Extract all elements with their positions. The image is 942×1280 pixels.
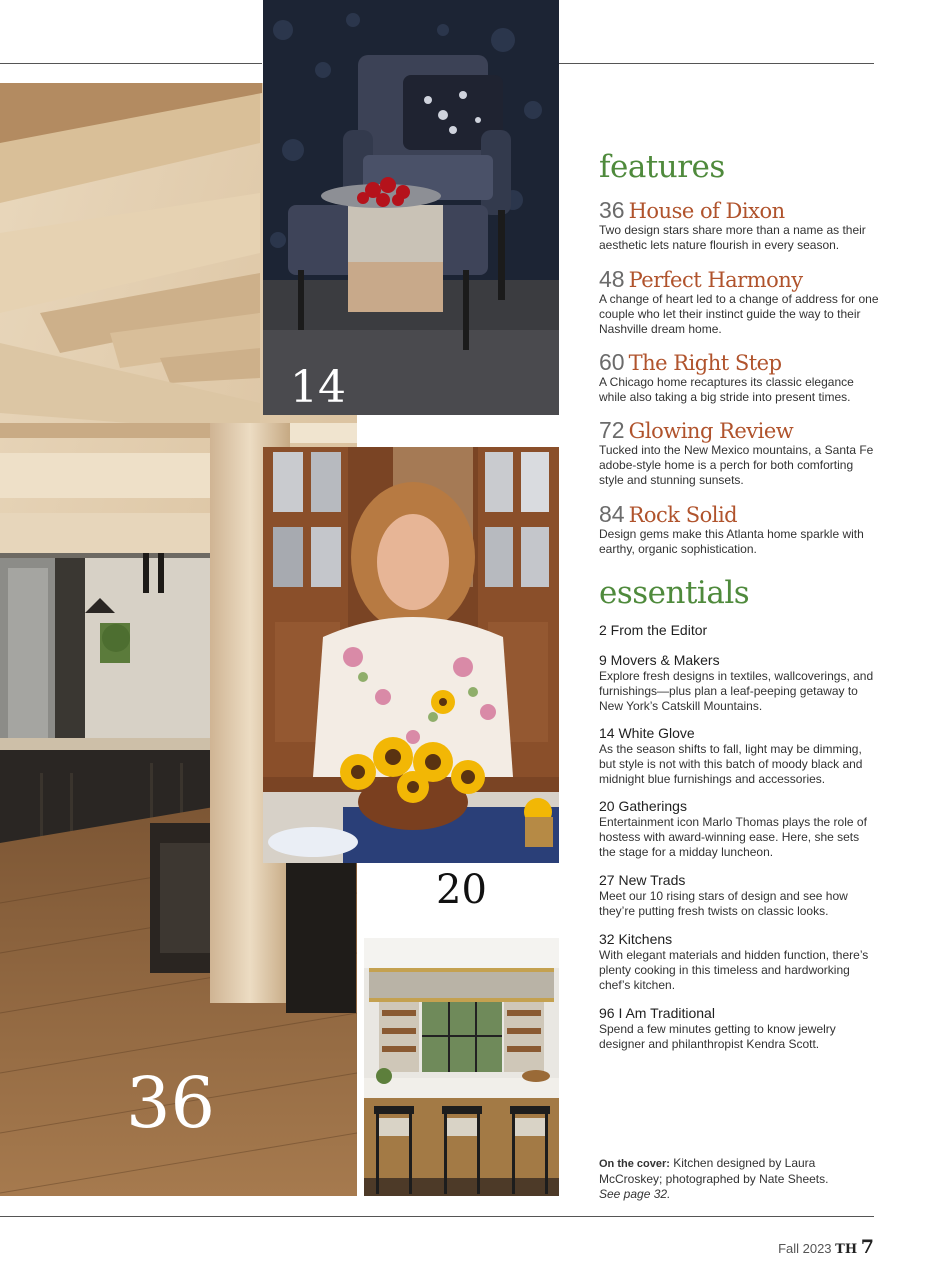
essential-title: 14 White Glove — [599, 725, 695, 741]
essential-description: Spend a few minutes getting to know jewelry designer and philanthropist Kendra Scott. — [599, 1022, 836, 1051]
feature-page-number: 48 — [599, 266, 625, 292]
feature-item[interactable] — [599, 503, 879, 557]
features-heading: features — [599, 149, 725, 185]
feature-title: Perfect Harmony — [628, 268, 803, 292]
feature-item[interactable] — [599, 351, 879, 405]
feature-page-number: 84 — [599, 501, 625, 527]
cover-caption-ref[interactable]: See page 32. — [599, 1186, 671, 1201]
essential-description: Entertainment icon Marlo Thomas plays the role of hostess with award-winning ease. Here, she sets the stage for a midday luncheon. — [599, 815, 867, 859]
essential-item[interactable] — [599, 931, 879, 992]
bottom-rule — [0, 1216, 874, 1217]
feature-page-number: 36 — [599, 197, 625, 223]
feature-item[interactable] — [599, 199, 879, 253]
cover-caption-text: Kitchen designed by Laura McCroskey; photographed by Nate Sheets. — [599, 1156, 829, 1186]
photo-number-14: 14 — [290, 362, 346, 413]
feature-page-number: 72 — [599, 417, 625, 443]
feature-title: Glowing Review — [628, 419, 794, 443]
essential-title: 27 New Trads — [599, 872, 686, 888]
essential-title: 96 I Am Traditional — [599, 1005, 715, 1021]
feature-description: A change of heart led to a change of address for one couple who let their instinct guide the way to their Nashville dream home. — [599, 292, 879, 336]
essential-title: 9 Movers & Makers — [599, 652, 720, 668]
essential-description: As the season shifts to fall, light may be dimming, but style is not with this batch of moody black and midnight blue furnishings and accessories. — [599, 742, 863, 786]
essential-item[interactable] — [599, 1005, 879, 1052]
photo-kitchen — [364, 938, 559, 1196]
feature-description: Tucked into the New Mexico mountains, a Santa Fe adobe-style home is a perch for both comforting style and stunning sunsets. — [599, 443, 874, 487]
photo-number-36: 36 — [126, 1062, 216, 1144]
feature-description: Design gems make this Atlanta home sparkle with earthy, organic sophistication. — [599, 527, 864, 556]
essential-item[interactable] — [599, 725, 879, 786]
photo-number-20: 20 — [436, 867, 487, 913]
essentials-heading: essentials — [599, 575, 750, 611]
folio-brand: TH — [835, 1242, 858, 1257]
essential-title: 2 From the Editor — [599, 622, 708, 638]
feature-item[interactable] — [599, 268, 879, 336]
photo-portrait — [263, 447, 559, 863]
folio — [778, 1236, 874, 1258]
feature-title: The Right Step — [628, 351, 782, 375]
essential-item[interactable] — [599, 798, 879, 859]
essential-description: With elegant materials and hidden function, there’s plenty cooking in this timeless and hardworking chef’s kitchen. — [599, 948, 869, 992]
essential-title: 20 Gatherings — [599, 798, 687, 814]
cover-caption-label: On the cover: — [599, 1158, 670, 1170]
feature-description: A Chicago home recaptures its classic elegance while also taking a big stride into present times. — [599, 375, 854, 404]
essential-description: Meet our 10 rising stars of design and see how they’re putting fresh twists on classic looks. — [599, 889, 848, 918]
essential-item[interactable] — [599, 652, 879, 713]
top-rule-right — [559, 63, 874, 64]
photo-armchair — [263, 0, 559, 415]
essential-title: 32 Kitchens — [599, 931, 673, 947]
feature-page-number: 60 — [599, 349, 625, 375]
feature-title: Rock Solid — [628, 503, 738, 527]
cover-caption — [599, 1156, 839, 1201]
essential-description: Explore fresh designs in textiles, wallcoverings, and furnishings—plus plan a leaf-peeping getaway to New York’s Catskill Mountains. — [599, 669, 874, 713]
feature-item[interactable] — [599, 419, 879, 487]
feature-title: House of Dixon — [628, 199, 785, 223]
essential-item[interactable] — [599, 622, 879, 638]
feature-description: Two design stars share more than a name as their aesthetic lets nature flourish in every season. — [599, 223, 866, 252]
folio-issue: Fall 2023 — [778, 1241, 832, 1256]
top-rule-left — [0, 63, 262, 64]
essential-item[interactable] — [599, 872, 879, 919]
folio-page-number: 7 — [860, 1236, 874, 1258]
